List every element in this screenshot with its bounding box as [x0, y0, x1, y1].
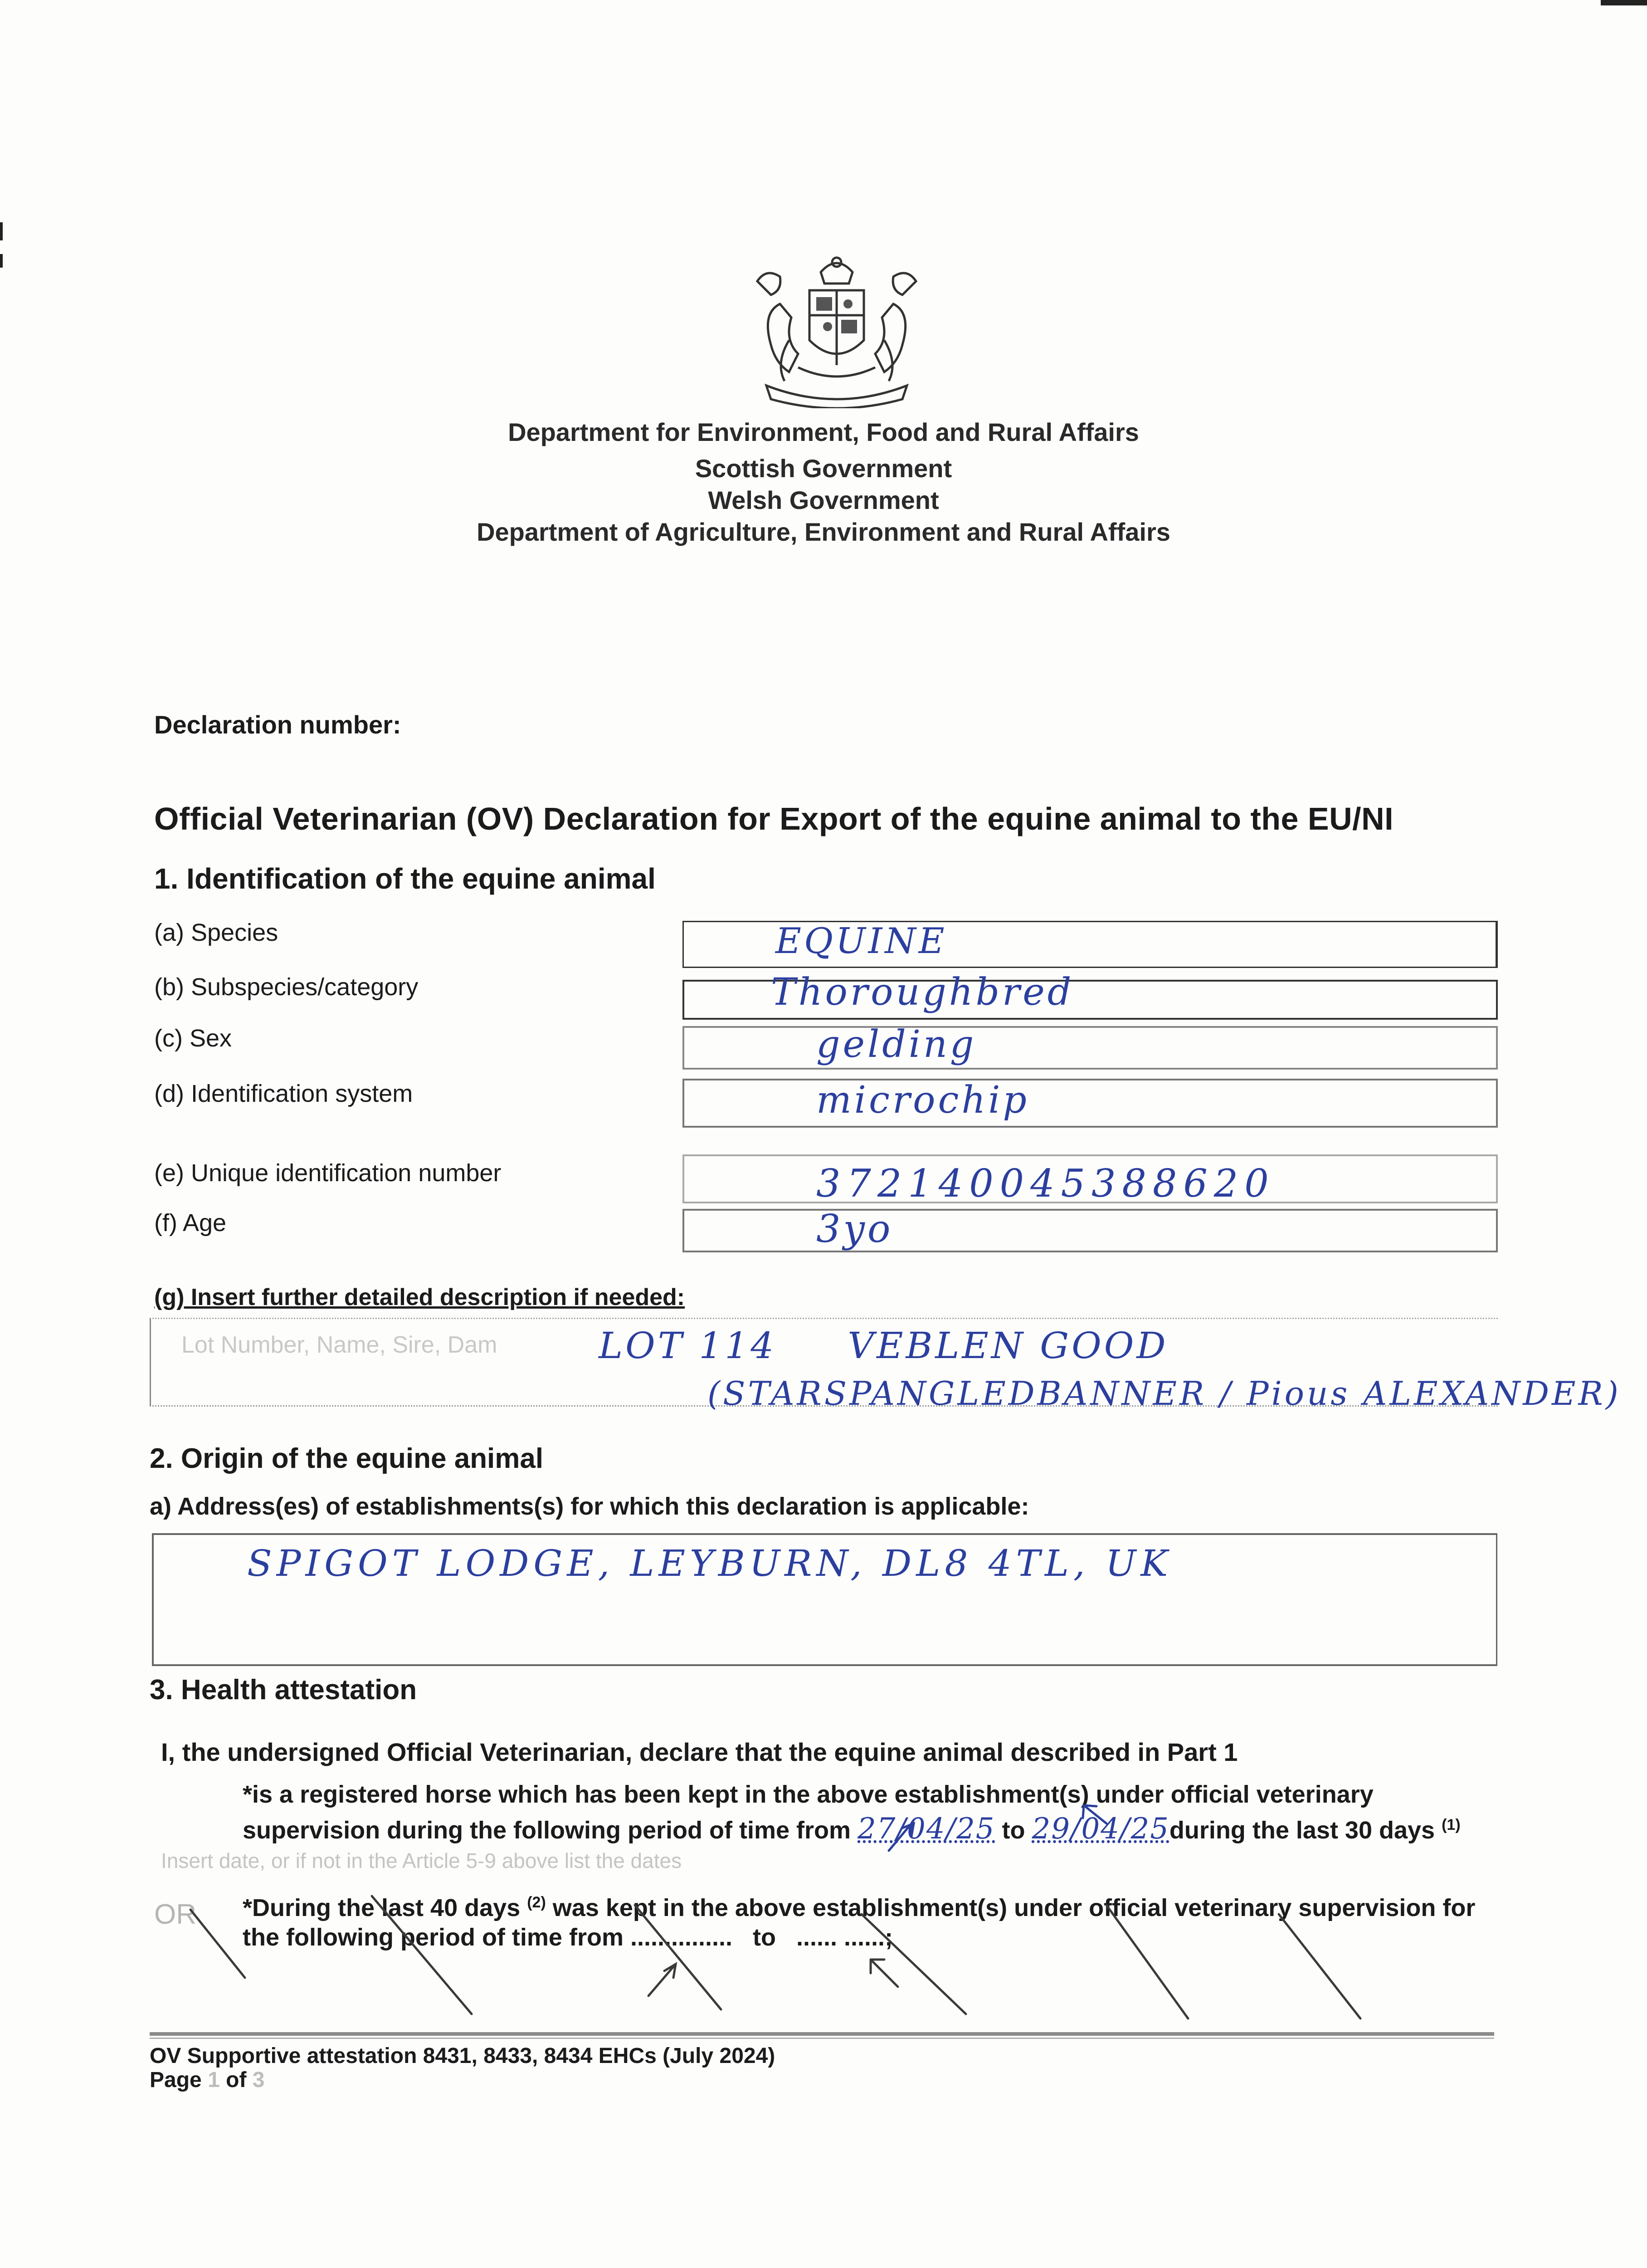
unique-id-label: (e) Unique identification number — [154, 1159, 502, 1187]
page-current: 1 — [208, 2068, 220, 2092]
option1-line1: *is a registered horse which has been kept in the above establishment(s) under official veterinary — [243, 1781, 1374, 1808]
footer-attestation: OV Supportive attestation 8431, 8433, 8434 EHCs (July 2024) — [150, 2044, 775, 2068]
further-description-label: (g) Insert further detailed description if needed: — [154, 1284, 685, 1310]
species-label: (a) Species — [154, 919, 278, 946]
option2-line1-a: *During the last 40 days — [243, 1894, 521, 1921]
section2-heading: 2. Origin of the equine animal — [150, 1443, 544, 1474]
option2-line1-b: was kept in the above establishment(s) under official veterinary supervision for — [552, 1894, 1476, 1921]
footer-rule — [150, 2032, 1494, 2036]
option1-suffix: during the last 30 days — [1169, 1817, 1435, 1844]
option1-to-date[interactable]: 29/04/25 — [1032, 1812, 1169, 1846]
department-daera: Department of Agriculture, Environment and Rural Affairs — [477, 518, 1170, 546]
further-description-placeholder: Lot Number, Name, Sire, Dam — [181, 1332, 497, 1358]
further-description-line2: (STARSPANGLEDBANNER / Pious ALEXANDER) — [707, 1374, 1621, 1413]
option2-to-label: to — [753, 1924, 776, 1951]
option1-from-date[interactable]: 27/04/25 — [858, 1812, 995, 1846]
department-scottish-government: Scottish Government — [695, 454, 952, 483]
health-intro: I, the undersigned Official Veterinarian, declare that the equine animal described in Part 1 — [161, 1738, 1238, 1766]
option2-to-dots[interactable]: ...... ......; — [796, 1924, 893, 1951]
section1-heading: 1. Identification of the equine animal — [154, 862, 656, 895]
subspecies-label: (b) Subspecies/category — [154, 973, 419, 1001]
age-label: (f) Age — [154, 1209, 227, 1237]
further-description-line1: LOT 114 VEBLEN GOOD — [599, 1325, 1169, 1367]
option1-note: (1) — [1442, 1816, 1461, 1833]
species-value: EQUINE — [775, 921, 947, 962]
identification-system-value: microchip — [816, 1079, 1029, 1122]
page-title: Official Veterinarian (OV) Declaration for Export of the equine animal to the EU/NI — [154, 801, 1394, 836]
address-value: SPIGOT LODGE, LEYBURN, DL8 4TL, UK — [247, 1542, 1173, 1584]
page-of: of — [226, 2068, 247, 2092]
age-value: 3yo — [816, 1207, 893, 1251]
footer-page — [150, 2068, 264, 2092]
option2-from-dots[interactable]: ............... — [630, 1924, 733, 1951]
option1-prefix: supervision during the following period of time from — [243, 1817, 851, 1844]
section3-heading: 3. Health attestation — [150, 1674, 417, 1706]
sex-value: gelding — [816, 1023, 977, 1066]
option2-line2-a: the following period of time from — [243, 1924, 624, 1951]
option1-to-label: to — [1002, 1817, 1025, 1844]
or-label: OR — [154, 1899, 196, 1930]
page-total: 3 — [252, 2068, 265, 2092]
department-defra: Department for Environment, Food and Rural Affairs — [508, 418, 1139, 446]
footer-rule-thin — [150, 2038, 1494, 2039]
subspecies-value: Thoroughbred — [771, 971, 1074, 1014]
unique-id-value: 372140045388620 — [816, 1161, 1275, 1206]
address-label: a) Address(es) of establishments(s) for which this declaration is applicable: — [150, 1493, 1029, 1520]
page-prefix: Page — [150, 2068, 202, 2092]
identification-system-label: (d) Identification system — [154, 1080, 413, 1107]
insert-date-hint: Insert date, or if not in the Article 5-9 above list the dates — [161, 1849, 682, 1872]
department-welsh-government: Welsh Government — [708, 486, 939, 514]
declaration-number-label: Declaration number: — [154, 710, 401, 739]
sex-label: (c) Sex — [154, 1025, 232, 1052]
option2-note: (2) — [527, 1894, 546, 1911]
